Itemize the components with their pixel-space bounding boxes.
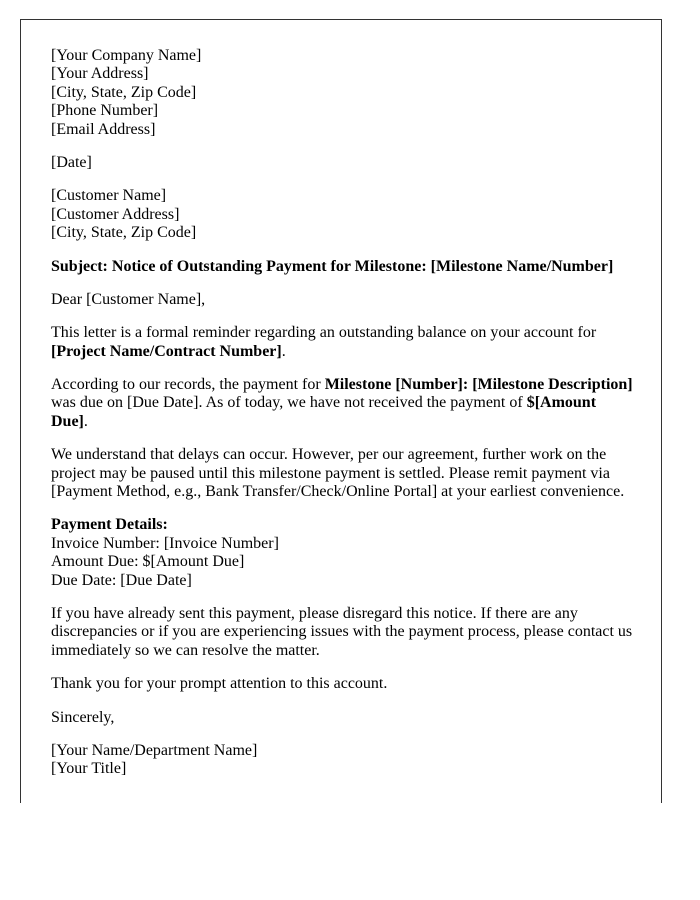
amount-due-line: Amount Due: $[Amount Due] (51, 553, 245, 571)
records-text-pre: According to our records, the payment for (51, 376, 325, 394)
sender-company-line: [Your Company Name] (51, 47, 202, 64)
sender-address-line: [Your Address] (51, 65, 149, 83)
recipient-address-line: [Customer Address] (51, 205, 180, 223)
subject-line: Subject: Notice of Outstanding Payment for Milestone: [Milestone Name/Number] (51, 257, 614, 275)
salutation: Dear [Customer Name], (51, 290, 206, 308)
records-paragraph (51, 376, 636, 431)
recipient-name-line: [Customer Name] (51, 187, 167, 205)
records-text-post: . (83, 412, 88, 430)
delays-paragraph: We understand that delays can occur. However, per our agreement, further work on the project may be paused until this milestone payment is settled. Please remit payment via [Payment Method, e.g., Bank Transfer/Check/Online Portal] at your earliest convenience. (51, 446, 625, 501)
sender-phone-line: [Phone Number] (51, 102, 159, 120)
amount-due-placeholder: $[Amount Due] (51, 394, 597, 430)
recipient-block (51, 187, 636, 242)
project-name-placeholder: [Project Name/Contract Number] (51, 342, 282, 360)
intro-paragraph (51, 324, 636, 361)
records-text-mid: was due on [Due Date]. As of today, we have not received the payment of (51, 394, 527, 412)
intro-text-post: . (281, 342, 286, 360)
closing-line: Sincerely, (51, 708, 115, 726)
due-date-line: Due Date: [Due Date] (51, 571, 192, 589)
signature-title-line: [Your Title] (51, 760, 127, 778)
disregard-paragraph: If you have already sent this payment, please disregard this notice. If there are any discrepancies or if you are experiencing issues with the payment process, please contact us immediately so we can resolve the matter. (51, 604, 633, 659)
recipient-city-line: [City, State, Zip Code] (51, 224, 197, 242)
invoice-number-line: Invoice Number: [Invoice Number] (51, 534, 279, 552)
payment-details-heading: Payment Details: (51, 516, 168, 534)
signature-name-line: [Your Name/Department Name] (51, 741, 258, 759)
sender-city-line: [City, State, Zip Code] (51, 83, 197, 101)
date-line: [Date] (51, 153, 92, 171)
intro-text-pre: This letter is a formal reminder regarding an outstanding balance on your account for (51, 324, 597, 342)
sender-block (51, 47, 636, 139)
sender-email-line: [Email Address] (51, 120, 156, 138)
letter-document (20, 19, 662, 803)
thanks-paragraph: Thank you for your prompt attention to this account. (51, 675, 388, 693)
milestone-placeholder: Milestone [Number]: [Milestone Description] (324, 376, 633, 394)
payment-details-block (51, 516, 636, 590)
signature-block (51, 742, 636, 779)
